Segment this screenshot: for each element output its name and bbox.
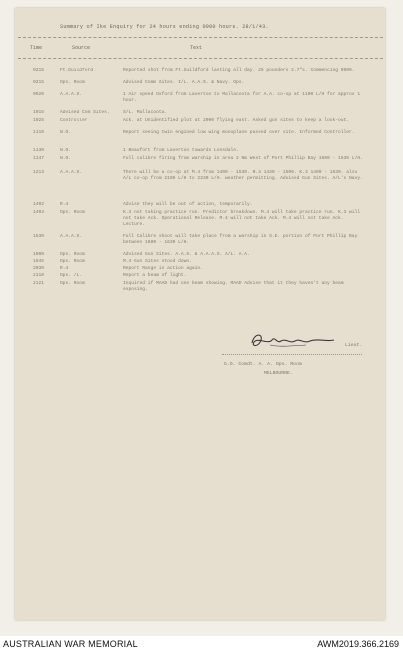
log-entry-row: [0, 92, 403, 104]
entry-time: 1147: [33, 156, 45, 161]
entry-time: 2121: [33, 281, 45, 286]
entry-time: 1025: [33, 118, 45, 123]
log-entry-row: [0, 156, 403, 168]
entry-source: Ops. Room: [60, 210, 85, 215]
entry-source: Ops. Room: [60, 281, 85, 286]
entry-source: Ft.Guildford: [60, 68, 94, 73]
log-entry-row: [0, 210, 403, 228]
log-entry-row: [0, 68, 403, 80]
entry-text: K.3 not taking practice run. Predictor breakdown. M.4 will take practice run. K.3 will not take Ack. Operational Release. M.4 will not take Ack. M.4 will not take Ack. Lecture.: [123, 210, 361, 227]
log-entry-row: [0, 80, 403, 86]
entry-source: R.4: [60, 266, 69, 271]
log-entry-row: [0, 118, 403, 130]
entry-source: N.O.: [60, 148, 72, 153]
entry-time: 1945: [33, 259, 45, 264]
entry-text: 1 Air speed Oxford from Laverton to Mallacoota for A.A. co-op at 1100 L/H for approx 1 hour.: [123, 92, 361, 103]
distribution-block: [224, 360, 302, 378]
header-bottom-rule: [18, 58, 383, 59]
log-entry-row: [0, 148, 403, 154]
entry-text: There will be a co-op at M.4 from 1400 - 1530. R.3 1430 - 1500. K.3 1400 - 1530. also A/L co-op from 2100 L/H to 2230 L/H. weather permitting. Advised Gun Sites. A/L's Navy.: [123, 170, 363, 181]
entry-source: Controller: [60, 118, 88, 123]
entry-text: Advise they will be out of action, temporarily.: [123, 202, 253, 207]
column-header-text: Text: [190, 45, 203, 51]
entry-time: 1402: [33, 202, 45, 207]
distribution-line: G.O. Comdt. A. A. Ops. Room: [224, 362, 302, 367]
log-entry-row: [0, 266, 403, 272]
signature-mark: [248, 330, 338, 352]
entry-source: N.O.: [60, 130, 72, 135]
entry-time: 0215: [33, 68, 45, 73]
log-entry-row: [0, 130, 403, 142]
log-entry-row: [0, 202, 403, 208]
entry-source: N.O.: [60, 156, 72, 161]
entry-text: Report Range is action again.: [123, 266, 203, 271]
entry-text: M.4 Gun Sites stood down.: [123, 259, 192, 264]
document-title: Summary of Ike Enquiry for 24 hours ending 0900 hours. 28/1/43.: [60, 24, 269, 30]
entry-time: 2030: [33, 266, 45, 271]
header-top-rule: [18, 37, 383, 38]
entry-text: Full calibre firing from warship in area 2 Nm West of Port Phillip Bay 1500 - 1530 L/H.: [123, 156, 363, 161]
entry-time: 1530: [33, 234, 45, 239]
entry-source: Ops. Room: [60, 259, 85, 264]
entry-time: 1213: [33, 170, 45, 175]
entry-text: Report seeing twin engined low wing monoplane passed over site. Informed Controller.: [123, 130, 355, 135]
entry-source: A.A.A.S.: [60, 234, 83, 239]
entry-time: 1900: [33, 252, 45, 257]
log-entry-row: [0, 234, 403, 246]
entry-text: Advised Gun Sites. A.A.S. & A.A.A.S. A/L. A.A.: [123, 252, 250, 257]
archive-footer: [0, 636, 403, 653]
entry-time: 2110: [33, 273, 45, 278]
entry-source: A.A.A.S.: [60, 92, 83, 97]
entry-time: 1110: [33, 130, 45, 135]
entry-time: 1015: [33, 110, 45, 115]
entry-text: Advised Comm Sites. I/L. A.A.S. & Navy. Ops.: [123, 80, 245, 85]
entry-time: 0920: [33, 92, 45, 97]
footer-institution: AUSTRALIAN WAR MEMORIAL: [3, 639, 138, 649]
log-entry-row: [0, 273, 403, 279]
entry-text: S/L. Mallacoota.: [123, 110, 168, 115]
log-entry-row: [0, 110, 403, 116]
entry-time: 0215: [33, 80, 45, 85]
column-header-source: Source: [72, 45, 91, 51]
entry-source: R.4: [60, 202, 69, 207]
log-entry-row: [0, 259, 403, 265]
entry-text: Reported shot from Ft.Guildford lasting all day. 25 pounders 2.7"s. Commencing 0900.: [123, 68, 355, 73]
entry-text: Full Calibre shoot will take place from a warship in S.E. portion of Port Phillip Bay between 1600 - 1630 L/H.: [123, 234, 358, 245]
entry-text: Inquired if MAAD had one beam showing. MAAD Advise that it they haven't any beam exposing.: [123, 281, 344, 292]
column-header-time: Time: [30, 45, 43, 51]
entry-source: A.A.A.S.: [60, 170, 83, 175]
entry-text: Report a beam of light.: [123, 273, 187, 278]
signature-rank: Lieut.: [345, 343, 363, 348]
distribution-line: MELBOURNE.: [264, 371, 293, 376]
entry-time: 1403: [33, 210, 45, 215]
entry-text: 1 Beaufort from Laverton towards Lonsdale.: [123, 148, 239, 153]
log-entry-row: [0, 281, 403, 293]
entry-time: 1130: [33, 148, 45, 153]
signature-rule: [222, 354, 362, 355]
entry-text: Ack. at Unidentified plot at 2000 flying east. Asked gun sites to keep a look-out.: [123, 118, 350, 123]
footer-accession-number: AWM2019.366.2169: [317, 639, 399, 649]
log-entry-row: [0, 170, 403, 194]
entry-source: Ops. Room: [60, 252, 85, 257]
entry-source: Ops. /L.: [60, 273, 83, 278]
entry-source: Ops. Room: [60, 80, 85, 85]
log-entry-row: [0, 252, 403, 258]
entry-source: Advised Com Sites.: [60, 110, 110, 115]
